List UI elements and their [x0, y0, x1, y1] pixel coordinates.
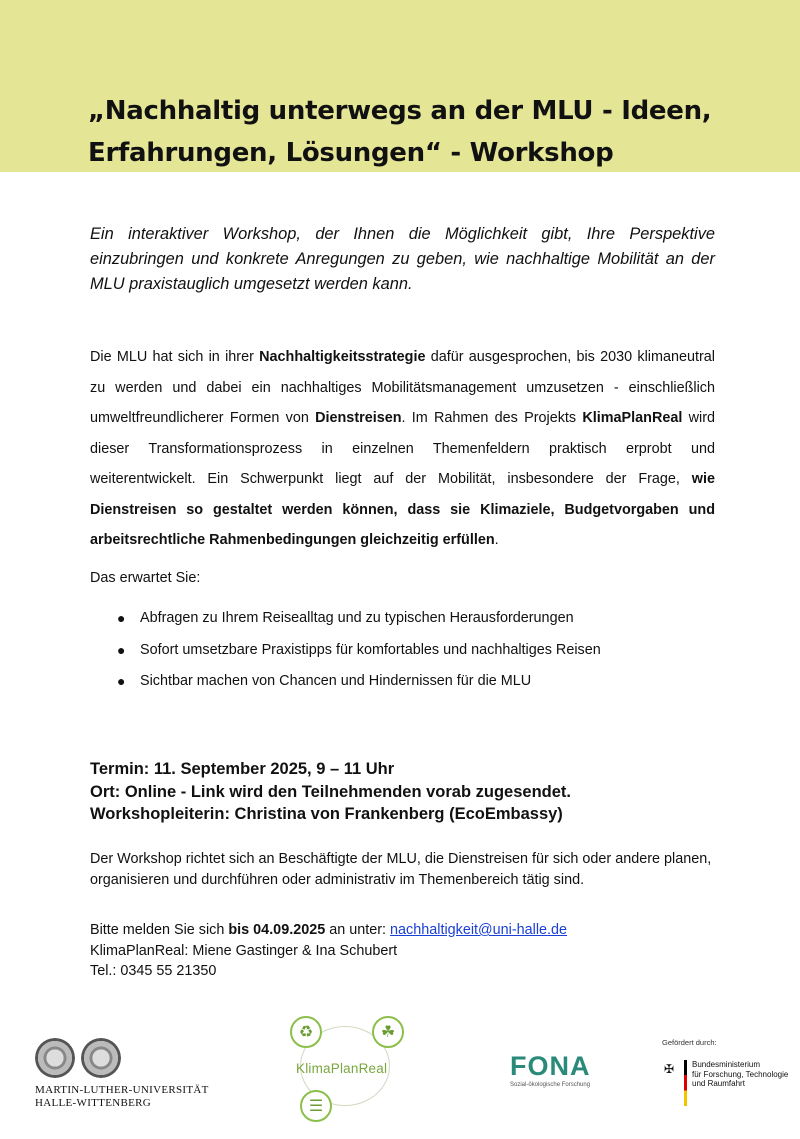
mlu-name-line: HALLE-WITTENBERG [35, 1097, 151, 1109]
phone-number: Tel.: 0345 55 21350 [90, 963, 217, 979]
bullet-icon: ● [117, 673, 126, 689]
project-contacts: KlimaPlanReal: Miene Gastinger & Ina Schubert [90, 942, 398, 959]
fona-wordmark: FONA [510, 1051, 591, 1081]
recycle-icon: ♻ [290, 1016, 322, 1048]
fona-logo [510, 1052, 620, 1088]
body-text: wird dieser Transformationsprozess in einzelnen Themenfeldern praktisch erprobt und weiterentwickelt. Ein Schwerpunkt liegt auf der Mobilität, insbesondere der Frage, [90, 410, 715, 487]
clipboard-icon: ☰ [300, 1090, 332, 1122]
list-item-text: Sichtbar machen von Chancen und Hindernissen für die MLU [140, 673, 532, 689]
event-date: Termin: 11. September 2025, 9 – 11 Uhr [90, 760, 395, 778]
list-item [90, 671, 715, 703]
list-item-text: Sofort umsetzbare Praxistipps für komfortables und nachhaltiges Reisen [140, 641, 601, 658]
body-bold: KlimaPlanReal [582, 410, 683, 426]
bullet-list [90, 608, 715, 703]
registration-deadline: bis 04.09.2025 [228, 922, 326, 938]
registration-line [90, 920, 730, 941]
german-flag-bar [684, 1060, 687, 1106]
mlu-logo [35, 1038, 225, 1118]
klimaplanreal-name: KlimaPlanReal [296, 1061, 388, 1076]
contact-block [90, 920, 730, 982]
event-location: Ort: Online - Link wird den Teilnehmenden vorab zugesendet. [90, 782, 571, 801]
body-paragraph [90, 342, 715, 556]
mlu-name [35, 1084, 209, 1110]
mlu-name-line: MARTIN-LUTHER-UNIVERSITÄT [35, 1084, 209, 1096]
ministry-name-line: Bundesministerium [692, 1060, 761, 1069]
body-text: . [494, 532, 499, 548]
body-bold: Nachhaltigkeitsstrategie [259, 349, 426, 365]
registration-prefix: Bitte melden Sie sich [90, 922, 229, 938]
list-item [90, 608, 715, 640]
body-bold: wie Dienstreisen so gestaltet werden können, dass sie Klimaziele, Budgetvorgaben und arbeitsrechtliche Rahmenbedingungen gleichzeitig erfüllen [90, 471, 715, 548]
audience-text: Der Workshop richtet sich an Beschäftigte der MLU, die Dienstreisen für sich oder andere planen, organisieren und durchführen oder administrativ im Themenbereich tätig sind. [90, 851, 712, 888]
bullet-icon: ● [117, 641, 126, 658]
intro-text: Ein interaktiver Workshop, der Ihnen die Möglichkeit gibt, Ihre Perspektive einzubringen und konkrete Anregungen zu geben, wie nachhaltige Mobilität an der MLU praxistauglich umgesetzt werden kann. [90, 225, 715, 293]
body-bold: Dienstreisen [315, 410, 402, 426]
ministry-name [692, 1060, 788, 1089]
fona-subtitle: Sozial-ökologische Forschung [510, 1082, 591, 1088]
bullet-icon: ● [117, 610, 126, 626]
ministry-name-line: und Raumfahrt [692, 1079, 745, 1088]
ministry-logo [662, 1038, 792, 1118]
university-seal-icon [35, 1038, 75, 1078]
registration-middle: an unter: [325, 922, 391, 938]
ministry-name-line: für Forschung, Technologie [692, 1069, 789, 1079]
page-title: „Nachhaltig unterwegs an der MLU - Ideen, Erfahrungen, Lösungen“ - Workshop [88, 96, 712, 168]
leaf-hand-icon: ☘ [372, 1016, 404, 1048]
body-text: dafür ausgesprochen, bis 2030 klimaneutral zu werden und dabei ein nachhaltiges Mobilitätsmanagement umzusetzen - einschließlich umweltfreundlicherer Formen von [90, 349, 715, 426]
university-seal-icon [81, 1038, 121, 1078]
email-link[interactable]: nachhaltigkeit@uni-halle.de [390, 922, 568, 938]
expect-heading: Das erwartet Sie: [90, 570, 201, 586]
list-item-text: Abfragen zu Ihrem Reisealltag und zu typischen Herausforderungen [140, 610, 574, 626]
event-leader: Workshopleiterin: Christina von Frankenberg (EcoEmbassy) [90, 805, 563, 823]
funded-by-label: Gefördert durch: [662, 1038, 717, 1047]
event-details [90, 758, 730, 826]
federal-eagle-icon: ✠ [664, 1062, 675, 1076]
klimaplanreal-logo [280, 1012, 410, 1132]
list-item [90, 640, 715, 672]
body-text: Die MLU hat sich in ihrer [90, 349, 260, 365]
body-text: . Im Rahmen des Projekts [401, 410, 583, 426]
